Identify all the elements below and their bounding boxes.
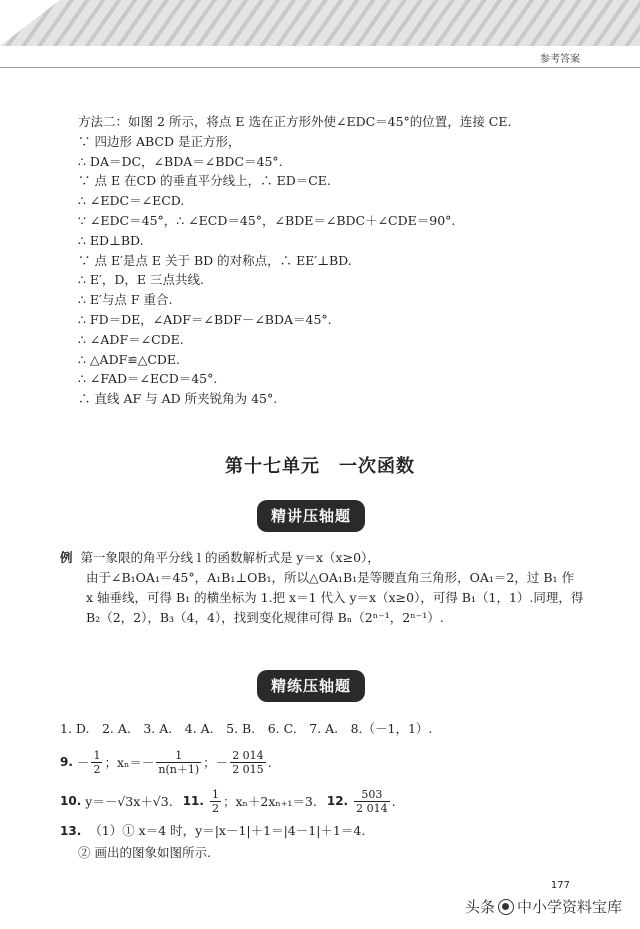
fraction (91, 749, 102, 776)
proof-line: ∴ 直线 AF 与 AD 所夹锐角为 45°. (78, 391, 278, 407)
fraction-denominator: 2 (211, 801, 219, 815)
proof-line: ∵ 四边形 ABCD 是正方形， (78, 133, 241, 149)
fraction-denominator: n(n＋1) (158, 762, 200, 776)
page-number: 177 (550, 880, 570, 891)
fraction-numerator: 503 (361, 787, 383, 801)
example-line-first (60, 548, 600, 568)
example-label: 例 (60, 550, 73, 565)
fraction-numerator: 1 (175, 748, 183, 762)
proof-line: ∴ E′，D，E 三点共线. (78, 272, 204, 288)
math-text: y＝－√3x＋√3. (85, 794, 173, 809)
example-line: B₂（2，2），B₃（4，4），找到变化规律可得 Bₙ（2ⁿ⁻¹，2ⁿ⁻¹）. (86, 610, 444, 625)
proof-line: ∴ ∠FAD＝∠ECD＝45°. (78, 371, 218, 387)
header-hatch-corner (0, 0, 60, 46)
fraction-denominator: 2 (93, 762, 101, 776)
answer-number: 10. (60, 794, 82, 808)
header-hatch-band (0, 0, 640, 46)
math-sign: － (76, 755, 90, 770)
header-label: 参考答案 (540, 54, 580, 65)
answer-13-part2: ② 画出的图象如图所示. (78, 845, 211, 860)
proof-line: ∴ ED⊥BD. (78, 232, 144, 248)
section-heading-lecture: 精讲压轴题 (257, 500, 365, 532)
example-text: 第一象限的角平分线 l 的函数解析式是 y＝x（x≥0）， (80, 550, 380, 565)
answers-row-choices: 1. D. 2. A. 3. A. 4. A. 5. B. 6. C. 7. A. 8.（－1，1）. (60, 721, 433, 736)
at-icon (498, 899, 514, 915)
math-text: ；xₙ＝－ (104, 755, 155, 770)
fraction (210, 788, 221, 815)
proof-block (78, 112, 578, 409)
fraction (230, 749, 266, 776)
watermark (465, 896, 622, 917)
proof-line: ∴ E′与点 F 重合. (78, 292, 173, 308)
proof-line: 方法二：如图 2 所示，将点 E 选在正方形外使∠EDC＝45°的位置，连接 CE. (78, 114, 512, 129)
watermark-brand: 头条 (464, 898, 495, 916)
fraction-numerator: 1 (211, 787, 219, 801)
watermark-account: 中小学资料宝库 (516, 898, 622, 916)
proof-line: ∴ ∠EDC＝∠ECD. (78, 193, 185, 209)
proof-line: ∵ 点 E 在CD 的垂直平分线上，∴ ED＝CE. (78, 173, 331, 189)
answer-number: 9. (60, 755, 73, 769)
unit-title: 第十七单元 一次函数 (225, 456, 415, 477)
example-block (60, 548, 600, 628)
answers-10-12 (60, 782, 600, 820)
math-text: . (391, 793, 396, 809)
proof-line: ∴ ∠ADF＝∠CDE. (78, 331, 184, 347)
answer-9 (60, 742, 600, 782)
answer-13 (60, 820, 600, 842)
fraction-numerator: 2 014 (232, 748, 264, 762)
proof-line: ∴ FD＝DE，∠ADF＝∠BDF－∠BDA＝45°. (78, 311, 332, 327)
answer-number: 12. (326, 794, 349, 808)
math-text: ；－ (203, 755, 229, 770)
fraction (354, 788, 390, 815)
math-text: （1）① x＝4 时，y＝|x－1|＋1＝|4－1|＋1＝4. (89, 823, 366, 838)
answer-number: 11. (182, 794, 204, 808)
proof-line: ∵ 点 E′是点 E 关于 BD 的对称点，∴ EE′⊥BD. (78, 252, 352, 268)
proof-line: ∴ DA＝DC，∠BDA＝∠BDC＝45°. (78, 153, 283, 169)
answers-block (60, 716, 600, 864)
example-line: 由于∠B₁OA₁＝45°，A₁B₁⊥OB₁，所以△OA₁B₁是等腰直角三角形，OA₁＝2，过 B₁ 作 (86, 570, 575, 585)
fraction-denominator: 2 015 (232, 762, 264, 776)
answer-number: 13. (60, 824, 82, 838)
proof-line: ∴ △ADF≌△CDE. (78, 351, 181, 367)
proof-line: ∵ ∠EDC＝45°，∴ ∠ECD＝45°，∠BDE＝∠BDC＋∠CDE＝90°. (78, 212, 456, 228)
header-divider (0, 67, 640, 68)
math-text: ；xₙ＋2xₙ₊₁＝3. (222, 794, 317, 809)
fraction-numerator: 1 (93, 748, 101, 762)
section-heading-practice: 精练压轴题 (257, 670, 365, 702)
example-line: x 轴垂线，可得 B₁ 的横坐标为 1.把 x＝1 代入 y＝x（x≥0），可得 B₁（1，1）.同理，得 (86, 590, 584, 605)
fraction-denominator: 2 014 (356, 801, 388, 815)
fraction (156, 749, 201, 776)
math-text: . (267, 754, 272, 770)
